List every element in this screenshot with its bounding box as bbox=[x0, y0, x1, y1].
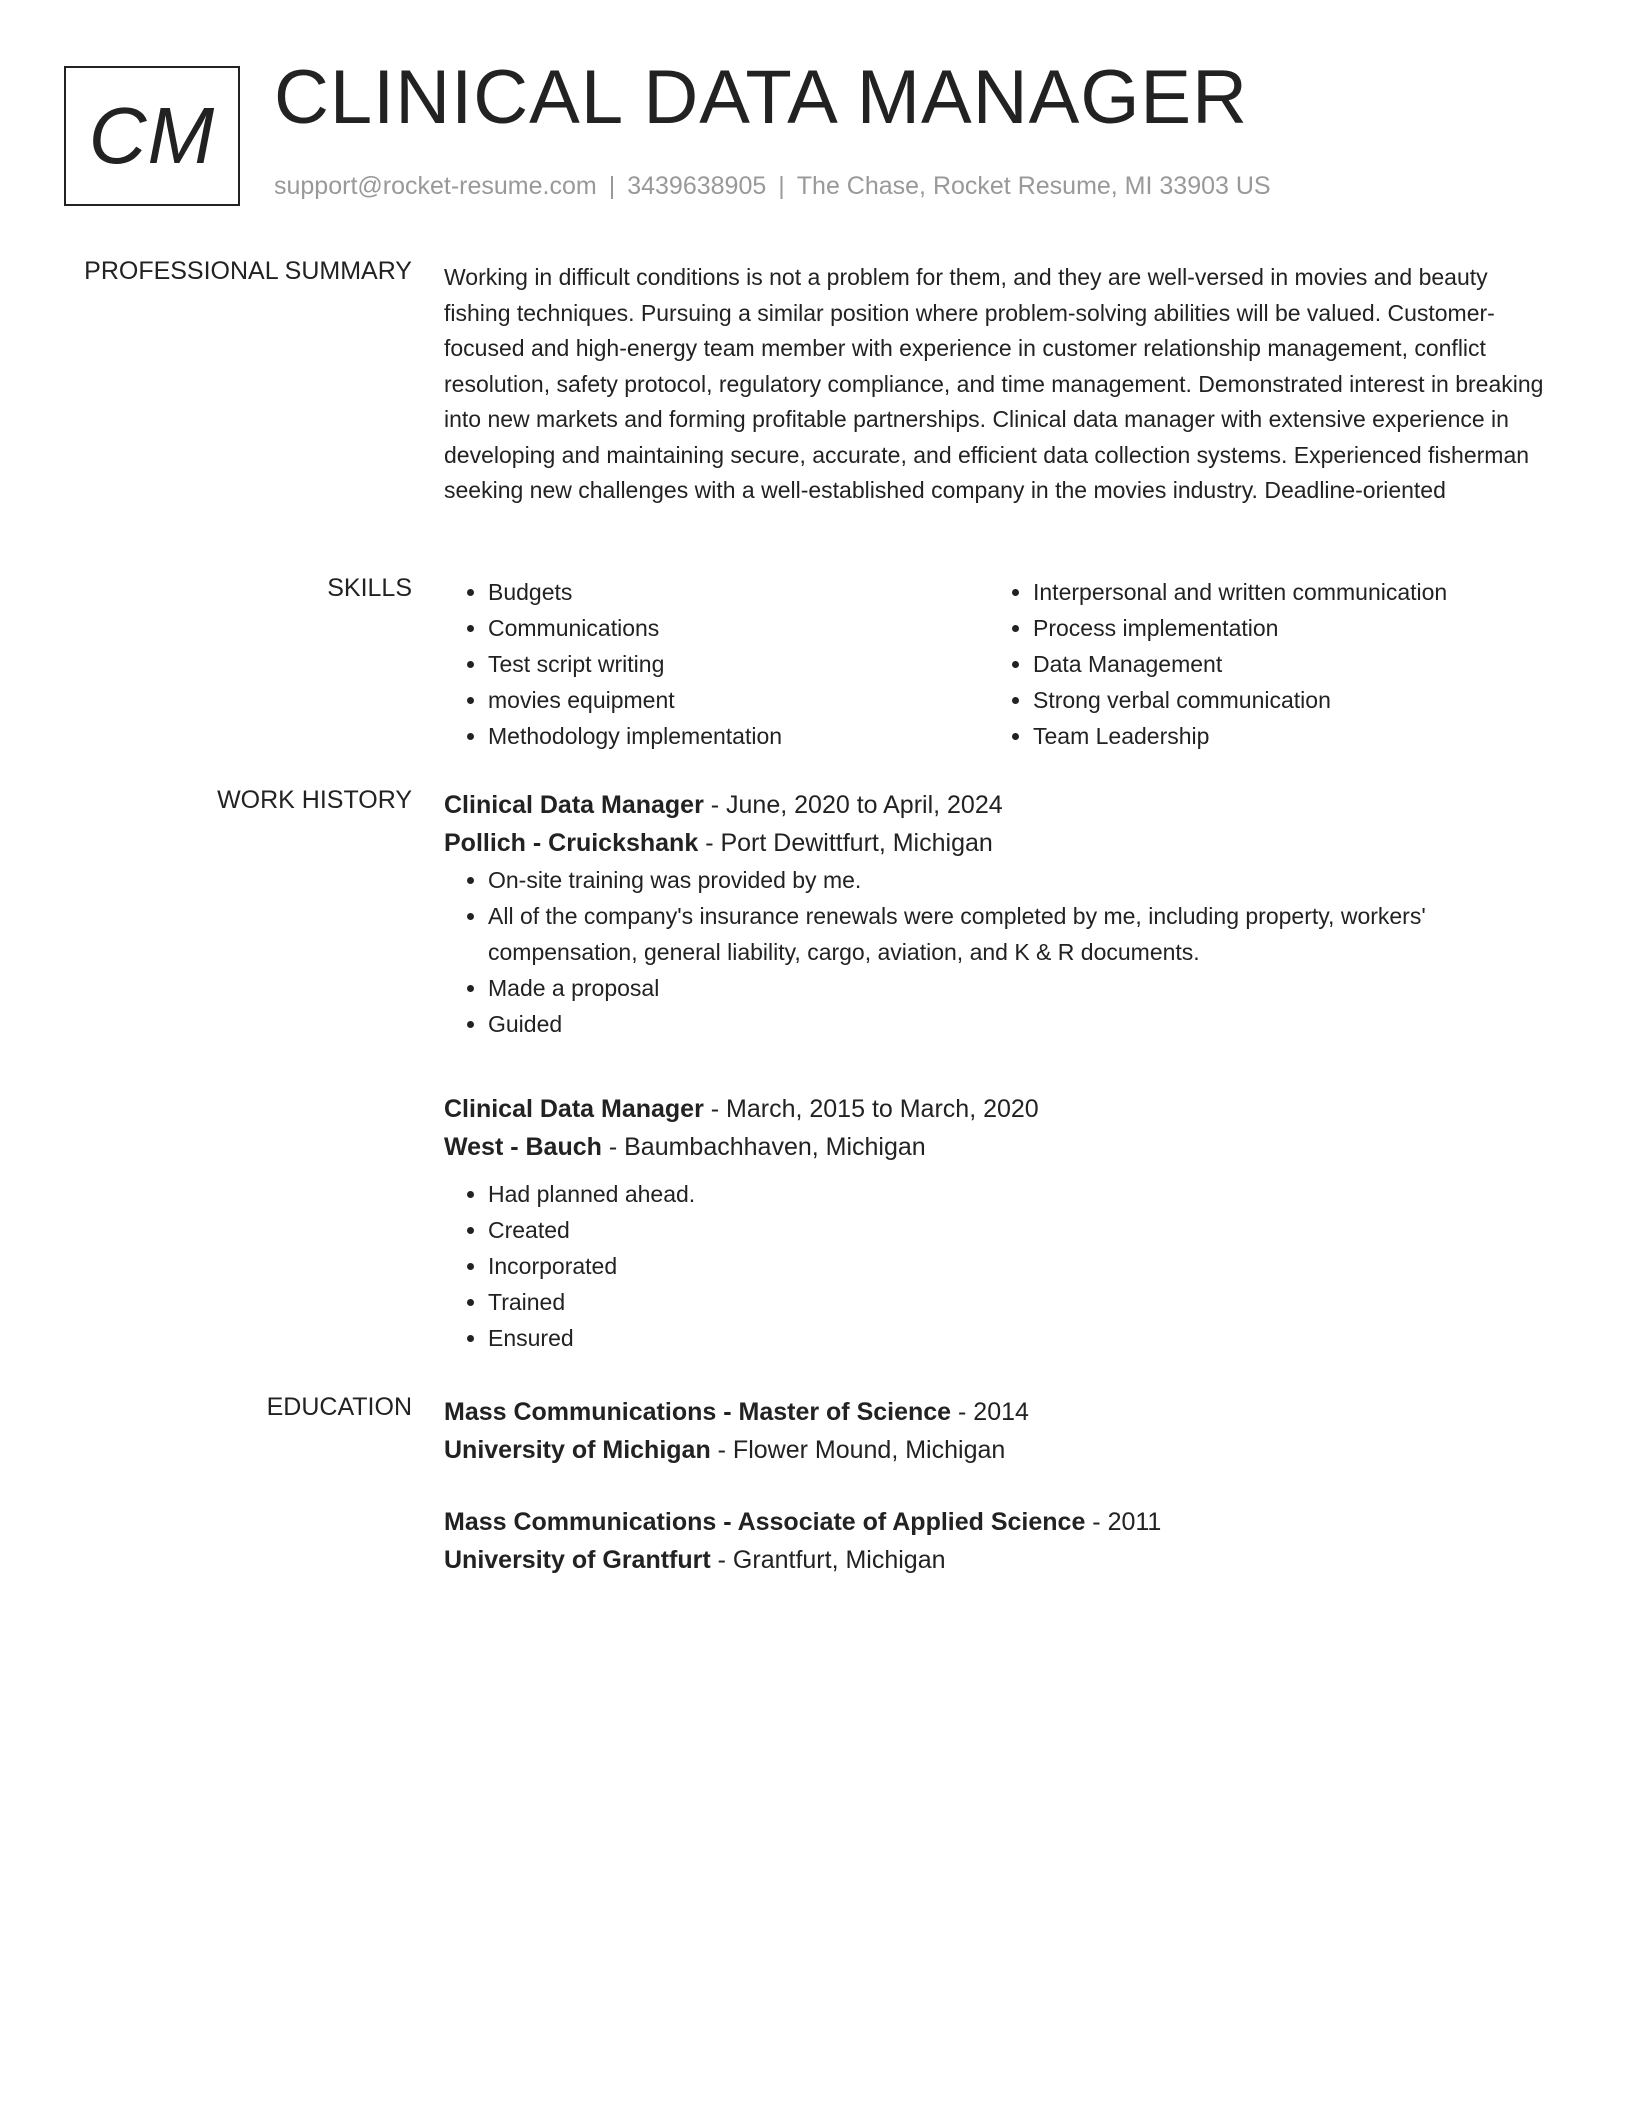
summary-heading: PROFESSIONAL SUMMARY bbox=[84, 257, 412, 285]
skills-heading: SKILLS bbox=[327, 574, 412, 602]
job-duty: • Incorporated bbox=[488, 1248, 1556, 1284]
job-dates: - June, 2020 to April, 2024 bbox=[703, 791, 1003, 819]
skills-column-left bbox=[444, 574, 989, 754]
skill-item: • Data Management bbox=[1033, 646, 1534, 682]
skills-columns bbox=[444, 574, 1556, 754]
school-line bbox=[444, 1431, 1556, 1469]
contact-line bbox=[274, 172, 1271, 201]
job-duty: • Trained bbox=[488, 1284, 1556, 1320]
job-title: Clinical Data Manager bbox=[444, 791, 704, 819]
job-duties-list bbox=[444, 1176, 1556, 1356]
contact-address: The Chase, Rocket Resume, MI 33903 US bbox=[796, 172, 1271, 200]
skill-item: • Budgets bbox=[488, 574, 989, 610]
work-history-heading: WORK HISTORY bbox=[217, 786, 412, 814]
summary-text: Working in difficult conditions is not a problem for them, and they are well-versed in movies and beauty fishing techniques. Pursuing a similar position where problem-solving abilities will be valued. Customer-focused and high-energy team member with experience in customer relationship management, conflict resolution, safety protocol, regulatory compliance, and time management. Demonstrated interest in breaking into new markets and forming profitable partnerships. Clinical data manager with extensive experience in developing and maintaining secure, accurate, and efficient data collection systems. Experienced fisherman seeking new challenges with a well-established company in the movies industry. Deadline-oriented bbox=[444, 264, 1544, 503]
summary-body bbox=[444, 260, 1556, 509]
skills-list-right bbox=[989, 574, 1534, 754]
job-duty: • Guided bbox=[488, 1006, 1556, 1042]
job-location: - Baumbachhaven, Michigan bbox=[601, 1133, 926, 1161]
job-duty: • On-site training was provided by me. bbox=[488, 862, 1556, 898]
job-duty: • Had planned ahead. bbox=[488, 1176, 1556, 1212]
contact-separator: | bbox=[608, 172, 616, 200]
contact-separator: | bbox=[778, 172, 785, 200]
job-company-line bbox=[444, 824, 1556, 862]
skill-item: • Methodology implementation bbox=[488, 718, 989, 754]
skill-item: • Process implementation bbox=[1033, 610, 1534, 646]
degree-title: Mass Communications - Associate of Applied Science bbox=[444, 1508, 1086, 1536]
job-duty: • All of the company's insurance renewals were completed by me, including property, workers' compensation, general liability, cargo, aviation, and K & R documents. bbox=[488, 898, 1556, 970]
school-location: - Flower Mound, Michigan bbox=[710, 1436, 1006, 1464]
job-title-line bbox=[444, 1090, 1556, 1128]
skill-item: • Team Leadership bbox=[1033, 718, 1534, 754]
school-name: University of Michigan bbox=[444, 1436, 711, 1464]
monogram-logo: CM bbox=[64, 66, 240, 206]
job-dates: - March, 2015 to March, 2020 bbox=[703, 1095, 1039, 1123]
education-entry bbox=[444, 1503, 1556, 1579]
job-duty: • Created bbox=[488, 1212, 1556, 1248]
job-duties-list bbox=[444, 862, 1556, 1042]
education-entry bbox=[444, 1393, 1556, 1469]
job-company-line bbox=[444, 1128, 1556, 1166]
job-title: Clinical Data Manager bbox=[444, 1095, 704, 1123]
skill-item: • Interpersonal and written communication bbox=[1033, 574, 1534, 610]
job-company: Pollich - Cruickshank bbox=[444, 829, 699, 857]
job-company: West - Bauch bbox=[444, 1133, 602, 1161]
degree-year: - 2011 bbox=[1085, 1508, 1162, 1536]
degree-year: - 2014 bbox=[951, 1398, 1029, 1426]
skills-body bbox=[444, 574, 1556, 754]
degree-line bbox=[444, 1503, 1556, 1541]
skills-list-left bbox=[444, 574, 989, 754]
job-title-line bbox=[444, 786, 1556, 824]
job-duty: • Ensured bbox=[488, 1320, 1556, 1356]
school-name: University of Grantfurt bbox=[444, 1546, 711, 1574]
page-title: CLINICAL DATA MANAGER bbox=[274, 55, 1249, 140]
job-entry bbox=[444, 1090, 1556, 1356]
skills-column-right bbox=[989, 574, 1534, 754]
skill-item: • movies equipment bbox=[488, 682, 989, 718]
skill-item: • Strong verbal communication bbox=[1033, 682, 1534, 718]
job-location: - Port Dewittfurt, Michigan bbox=[698, 829, 993, 857]
contact-email: support@rocket-resume.com bbox=[274, 172, 597, 200]
degree-title: Mass Communications - Master of Science bbox=[444, 1398, 952, 1426]
degree-line bbox=[444, 1393, 1556, 1431]
education-heading: EDUCATION bbox=[266, 1393, 412, 1421]
school-line bbox=[444, 1541, 1556, 1579]
skill-item: • Test script writing bbox=[488, 646, 989, 682]
contact-phone: 3439638905 bbox=[627, 172, 767, 200]
job-entry bbox=[444, 786, 1556, 1042]
job-duty: • Made a proposal bbox=[488, 970, 1556, 1006]
skill-item: • Communications bbox=[488, 610, 989, 646]
school-location: - Grantfurt, Michigan bbox=[710, 1546, 946, 1574]
